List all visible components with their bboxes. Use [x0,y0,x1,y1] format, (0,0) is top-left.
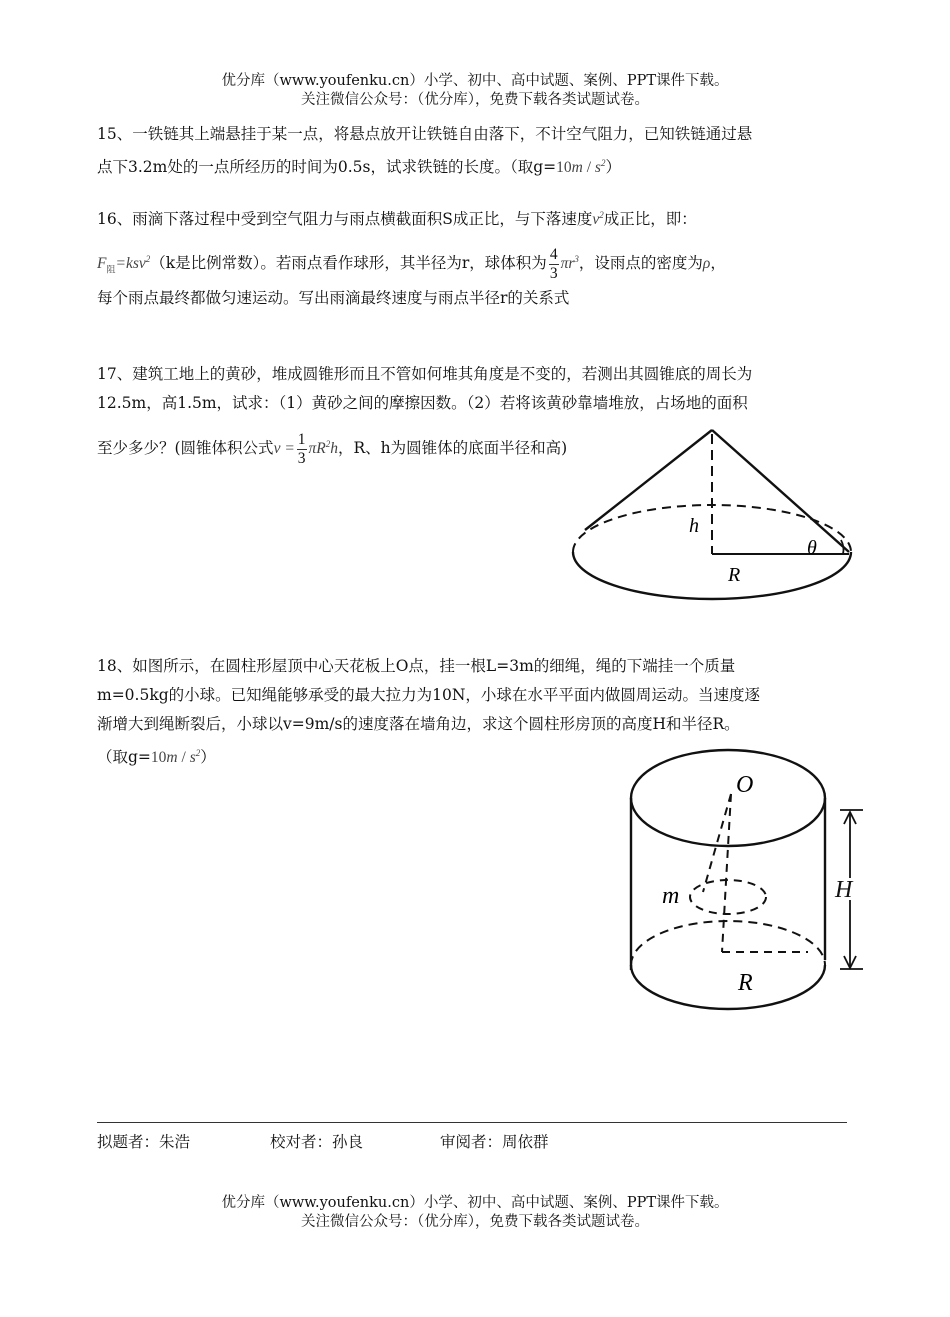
q16-line-3: 每个雨点最终都做匀速运动。写出雨滴最终速度与雨点半径r的关系式 [97,289,570,308]
q18-line-4: （取$g=10m / s^2$） [97,748,216,767]
rho-symbol: ρ [702,255,711,273]
question-16 [97,201,857,313]
q18-line-2: m=0.5kg的小球。已知绳能够承受的最大拉力为10N，小球在水平平面内做圆周运动。当速度逐 [97,686,760,704]
q15-line-1: 15、一铁链其上端悬挂于某一点，将悬点放开让铁链自由落下，不计空气阻力，已知铁链通过悬 [97,125,753,143]
label-H: H [835,877,853,903]
page-footer [0,1194,950,1232]
g-exp: 2 [600,158,606,168]
q18-line-3: 渐增大到绳断裂后，小球以v=9m/s的速度落在墙角边，求这个圆柱形房顶的高度H和半径R。 [97,715,740,733]
ball-orbit [690,880,766,914]
one-third-fraction: $\frac{1}{3}$ [297,430,306,467]
four-thirds-fraction: $\frac{4}{3}$ [549,245,558,282]
label-R: R [728,564,741,586]
label-R-cylinder: R [738,970,753,996]
q15-line-2: 点下3.2m处的一点所经历的时间为0.5s，试求铁链的长度。（取$g=10m / s^2$） [97,158,621,177]
footer-divider [97,1122,847,1123]
drag-formula: =ksv [115,255,146,273]
q17-line-1: 17、建筑工地上的黄砂，堆成圆锥形而且不管如何堆其角度是不变的，若测出其圆锥底的周长为 [97,365,753,383]
cylinder-diagram [618,740,873,1015]
q17-line-3: 至少多少？(圆锥体积公式v = $\frac{1}{3}$ $\pi R^2h$，R、h为圆锥体的底面半径和高) [97,430,568,467]
cone-base-front [573,552,851,599]
cylinder-top [631,750,825,846]
cone-diagram [565,420,860,615]
page-header [0,72,950,110]
string-line [703,794,731,892]
cylinder-bottom-front [631,965,825,1009]
footer-line-1: 优分库（www.youfenku.cn）小学、初中、高中试题、案例、PPT课件下载。 [221,1195,729,1211]
label-m: m [662,883,680,909]
label-h: h [689,515,699,537]
g-unit-s: s [594,159,601,177]
cylinder-bottom-back [631,921,825,965]
volume-formula: v = [273,440,295,458]
q17-line-2: 12.5m，高1.5m，试求：（1）黄砂之间的摩擦因数。（2）若将该黄砂靠墙堆放，占场地的面积 [97,394,748,412]
g-value: 10 [556,159,572,177]
q18-line-1: 18、如图所示，在圆柱形屋顶中心天花板上O点，挂一根L=3m的细绳，绳的下端挂一个质量 [97,657,736,675]
g-unit-m: m [571,159,583,177]
header-line-1: 优分库（www.youfenku.cn）小学、初中、高中试题、案例、PPT课件下载。 [221,73,729,89]
proofreader-credit: 校对者：孙良 [270,1133,364,1151]
q16-line-1: 16、雨滴下落过程中受到空气阻力与雨点横截面积S成正比，与下落速度$v^2$成正比，即： [97,210,697,229]
question-15 [97,120,857,182]
cone-right-side [712,430,849,552]
author-credit: 拟题者：朱浩 [97,1133,191,1151]
label-O: O [736,772,754,798]
header-line-2: 关注微信公众号：（优分库），免费下载各类试题试卷。 [301,92,649,108]
footer-line-2: 关注微信公众号：（优分库），免费下载各类试题试卷。 [301,1214,649,1230]
reviewer-credit: 审阅者：周依群 [440,1133,549,1151]
force-symbol: F [97,255,107,273]
label-theta: θ [807,537,817,559]
axis-line [722,794,731,952]
v-symbol: v [592,211,600,229]
q16-line-2: $F_阻=ksv^2(k$是比例常数）。若雨点看作球形，其半径为r，球体积为 $\frac{4}{3}$ $\pi r^3$，设雨点的密度为ρ， [97,245,726,282]
